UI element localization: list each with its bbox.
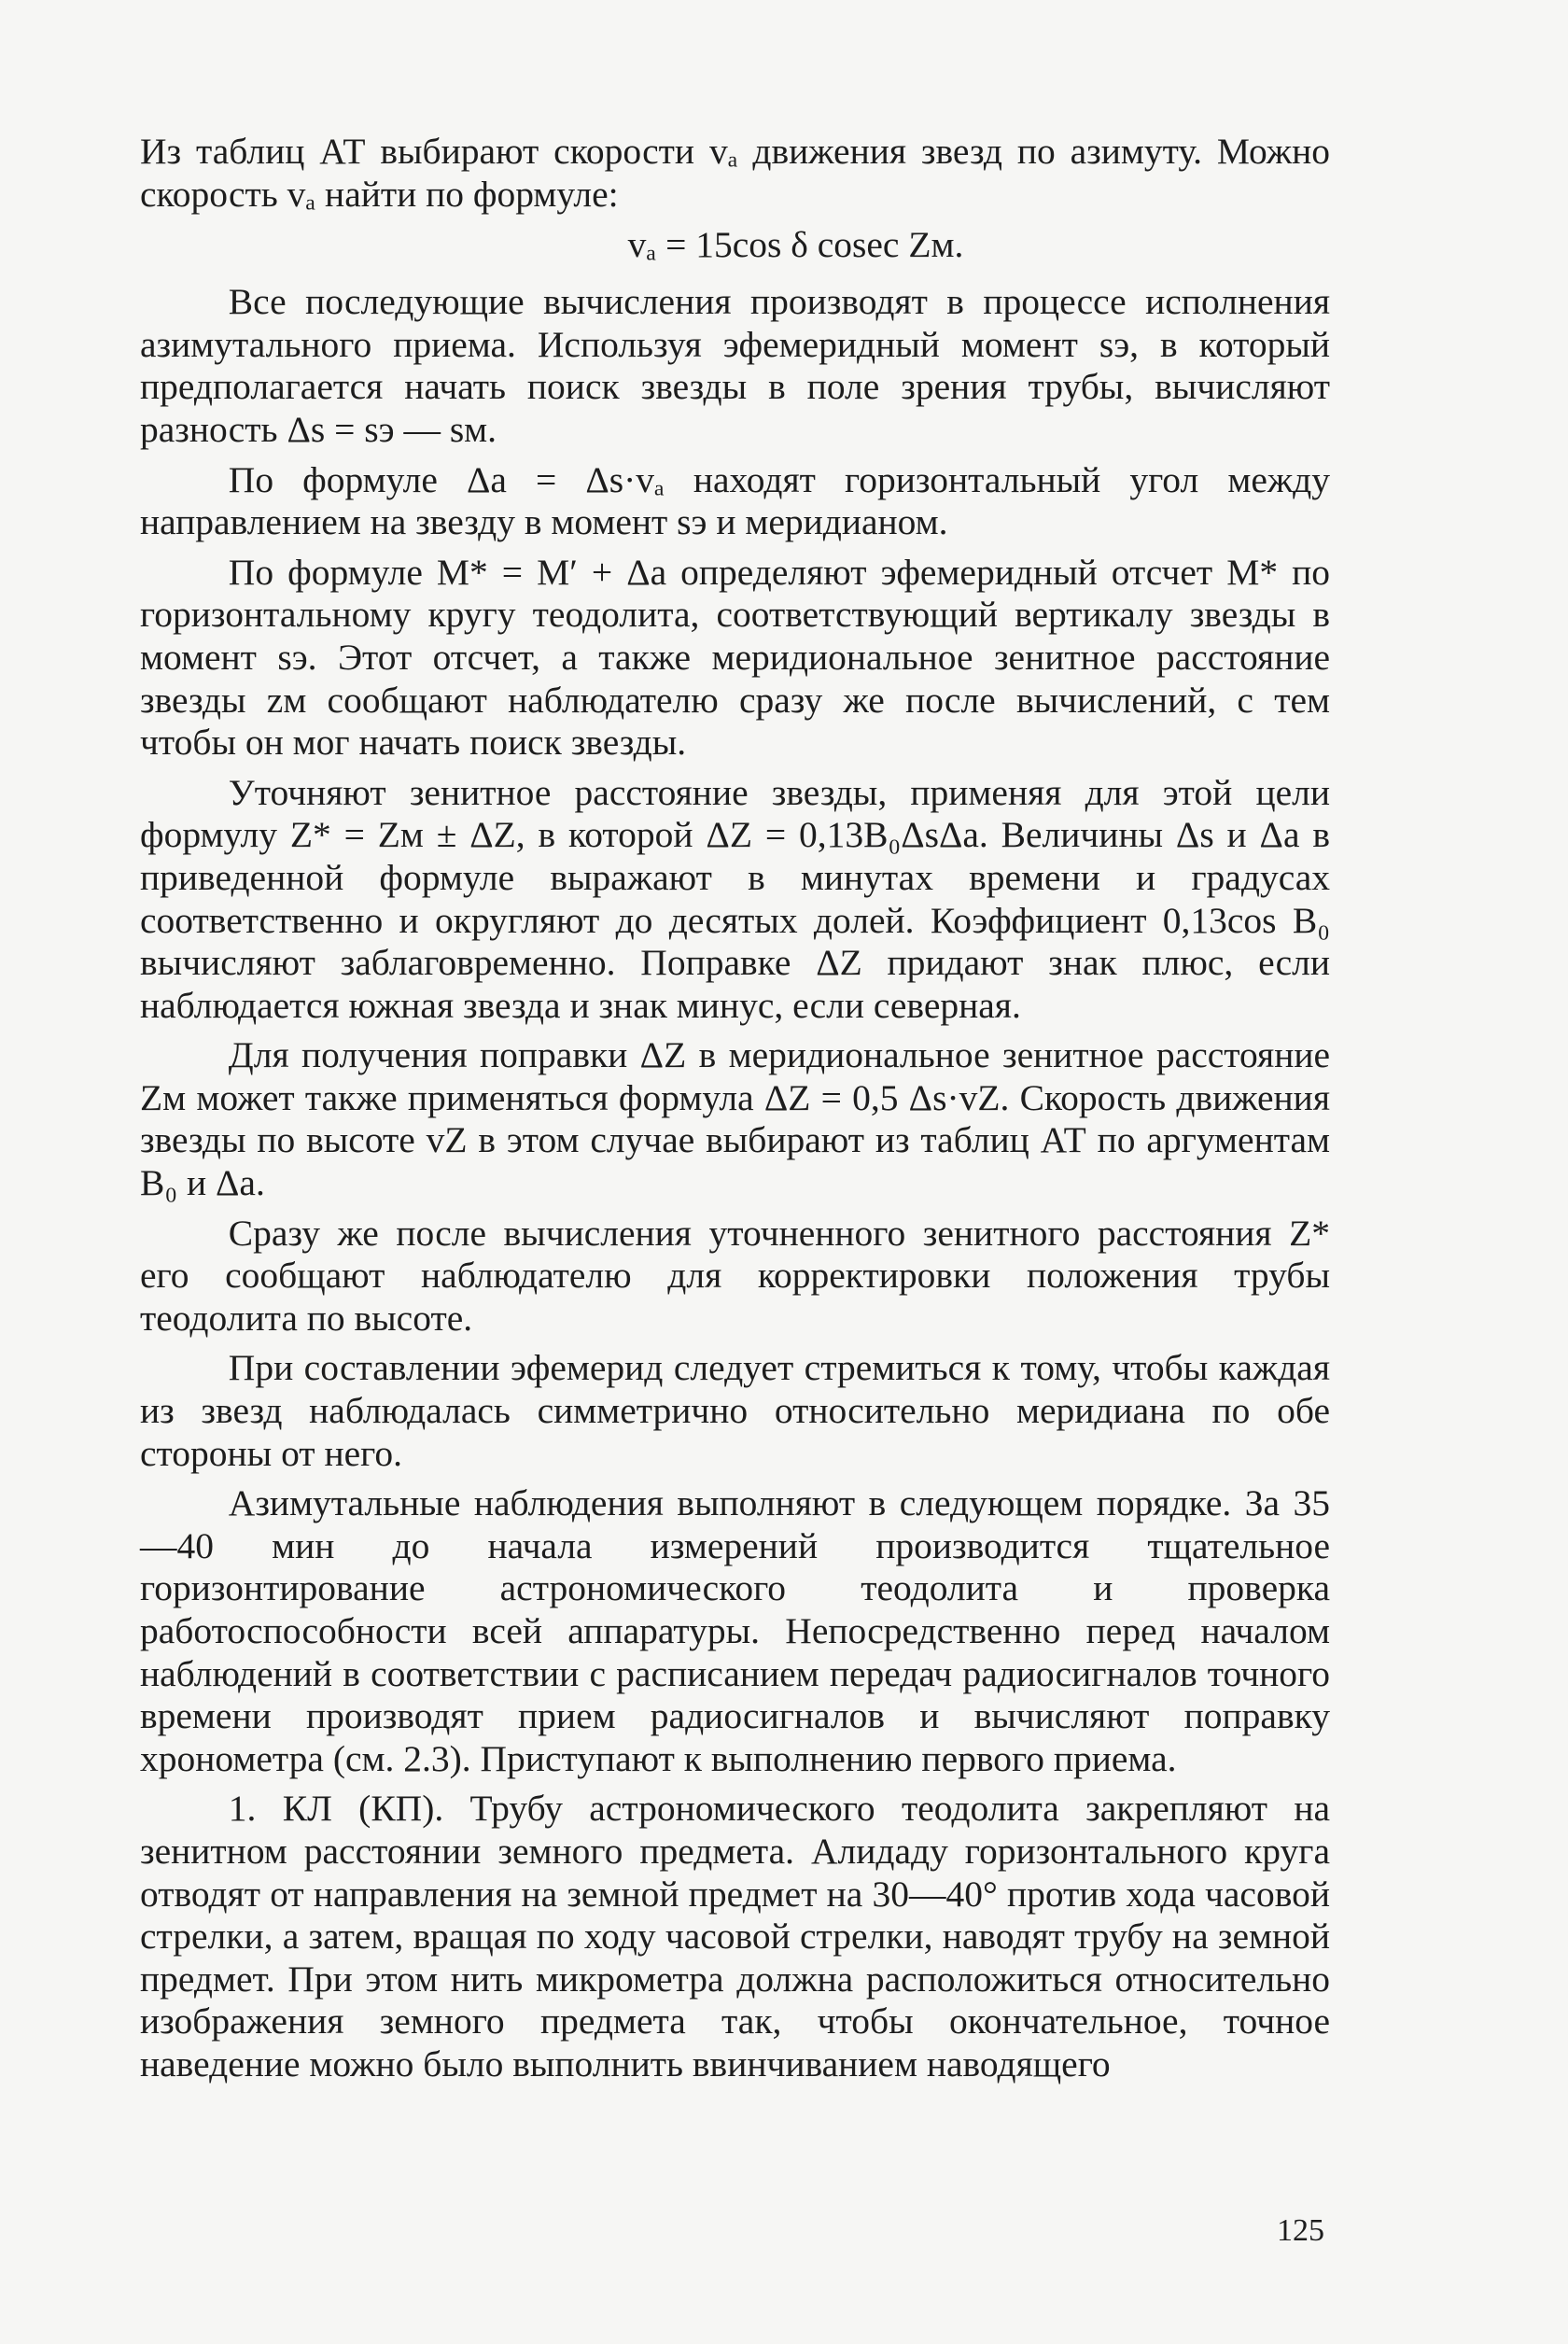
- paragraph-1: Из таблиц АТ выбирают скорости vₐ движения звезд по азимуту. Можно скорость vₐ найти по формуле:: [140, 131, 1330, 215]
- paragraph-8: При составлении эфемерид следует стремиться к тому, чтобы каждая из звезд наблюдалась симметрично относительно меридиана по обе стороны от него.: [140, 1347, 1330, 1474]
- page-number: 125: [1277, 2213, 1324, 2248]
- paragraph-6: Для получения поправки ΔZ в меридиональное зенитное расстояние Zм может также применяться формула ΔZ = 0,5 Δs·vZ. Скорость движения звезды по высоте vZ в этом случае выбирают из таблиц АТ по аргументам B₀ и Δa.: [140, 1034, 1330, 1204]
- paragraph-5: Уточняют зенитное расстояние звезды, применяя для этой цели формулу Z* = Zм ± ΔZ, в которой ΔZ = 0,13B₀ΔsΔa. Величины Δs и Δa в приведенной формуле выражают в минутах времени и градусах соответственно и округляют до десятых долей. Коэффициент 0,13cos B₀ вычисляют заблаговременно. Поправке ΔZ придают знак плюс, если наблюдается южная звезда и знак минус, если северная.: [140, 771, 1330, 1026]
- paragraph-4: По формуле M* = M′ + Δa определяют эфемеридный отсчет M* по горизонтальному кругу теодолита, соответствующий вертикалу звезды в момент sэ. Этот отсчет, а также меридиональное зенитное расстояние звезды zм сообщают наблюдателю сразу же после вычислений, с тем чтобы он мог начать поиск звезды.: [140, 551, 1330, 764]
- paragraph-7: Сразу же после вычисления уточненного зенитного расстояния Z* его сообщают наблюдателю для корректировки положения трубы теодолита по высоте.: [140, 1212, 1330, 1339]
- formula-va: vₐ = 15cos δ cosec Zм.: [627, 224, 964, 266]
- paragraph-10: 1. КЛ (КП). Трубу астрономического теодолита закрепляют на зенитном расстоянии земного предмета. Алидаду горизонтального круга отводят от направления на земной предмет на 30—40° против хода часовой стрелки, а затем, вращая по ходу часовой стрелки, наводят трубу на земной предмет. При этом нить микрометра должна расположиться относительно изображения земного предмета так, чтобы окончательное, точное наведение можно было выполнить ввинчиванием наводящего: [140, 1788, 1330, 2084]
- paragraph-2: Все последующие вычисления производят в процессе исполнения азимутального приема. Используя эфемеридный момент sэ, в который предполагается начать поиск звезды в поле зрения трубы, вычисляют разность Δs = sэ — sм.: [140, 281, 1330, 450]
- paragraph-3: По формуле Δa = Δs·vₐ находят горизонтальный угол между направлением на звезду в момент sэ и меридианом.: [140, 458, 1330, 543]
- paragraph-9: Азимутальные наблюдения выполняют в следующем порядке. За 35—40 мин до начала измерений производится тщательное горизонтирование астрономического теодолита и проверка работоспособности всей аппаратуры. Непосредственно перед началом наблюдений в соответствии с расписанием передач радиосигналов точного времени производят прием радиосигналов и вычисляют поправку хронометра (см. 2.3). Приступают к выполнению первого приема.: [140, 1482, 1330, 1779]
- page-body: [140, 131, 1330, 2086]
